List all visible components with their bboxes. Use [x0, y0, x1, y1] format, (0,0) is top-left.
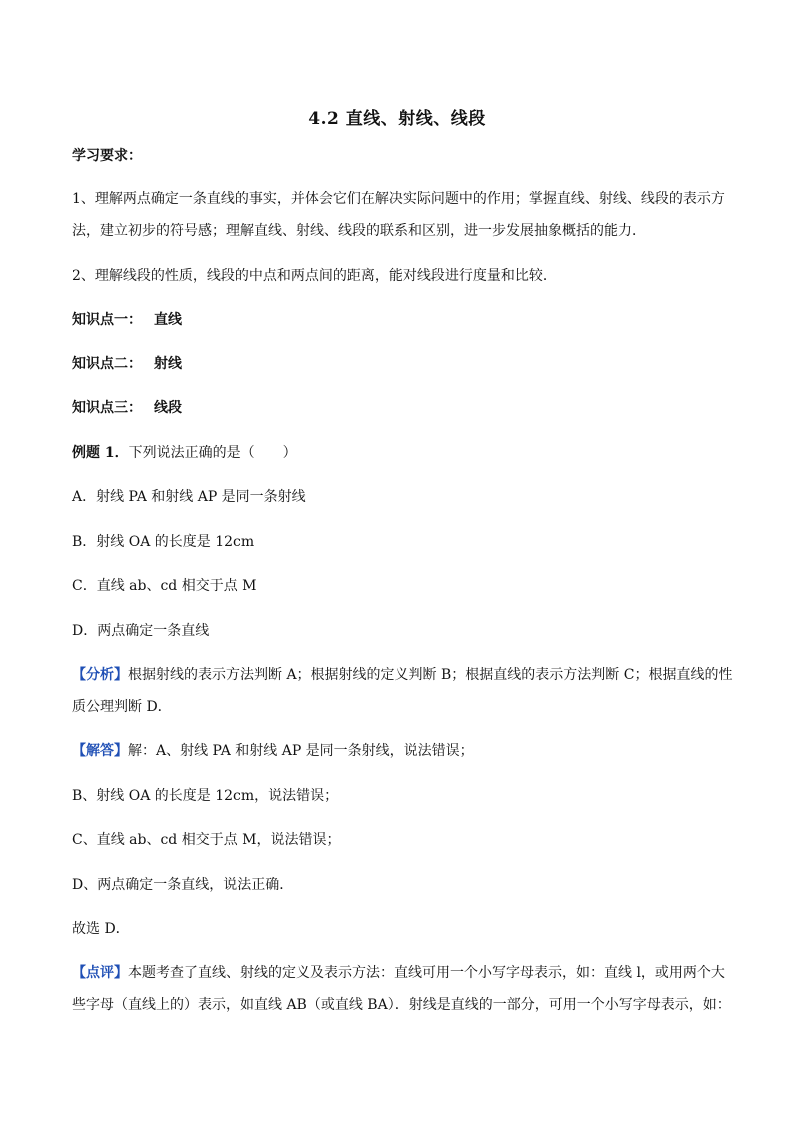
knowledge-point-label: 知识点二： [72, 356, 142, 372]
requirement-item-1-line-2: 法，建立初步的符号感；理解直线、射线、线段的联系和区别，进一步发展抽象概括的能力． [72, 223, 646, 239]
page-title: 4.2 直线、射线、线段 [308, 109, 486, 129]
solution-line-5: 故选 D． [72, 921, 130, 937]
knowledge-point-topic: 直线 [154, 312, 182, 328]
solution-line-3: C、直线 ab、cd 相交于点 M，说法错误； [72, 832, 341, 848]
comment-text: 本题考查了直线、射线的定义及表示方法：直线可用一个小写字母表示，如：直线 l，或用两个大 [128, 965, 725, 981]
comment-line-2: 些字母（直线上的）表示，如直线 AB（或直线 BA）．射线是直线的一部分，可用一个小写字母表示，如： [72, 997, 731, 1013]
example-label: 例题 1． [72, 445, 129, 461]
solution-line-4: D、两点确定一条直线，说法正确． [72, 877, 294, 893]
knowledge-point-topic: 线段 [154, 400, 182, 416]
example-option-d: D．两点确定一条直线 [72, 623, 210, 639]
comment-tag: 【点评】 [72, 965, 128, 981]
knowledge-point-topic: 射线 [154, 356, 182, 372]
analysis-line-2: 质公理判断 D． [72, 699, 172, 715]
analysis-tag: 【分析】 [72, 667, 128, 683]
solution-line-2: B、射线 OA 的长度是 12cm，说法错误； [72, 788, 339, 804]
knowledge-point-label: 知识点一： [72, 312, 142, 328]
analysis-text: 根据射线的表示方法判断 A；根据射线的定义判断 B；根据直线的表示方法判断 C；根据直线的性 [128, 667, 733, 683]
example-option-b: B．射线 OA 的长度是 12cm [72, 534, 255, 550]
example-option-c: C．直线 ab、cd 相交于点 M [72, 578, 257, 594]
requirement-item-2: 2、理解线段的性质，线段的中点和两点间的距离，能对线段进行度量和比较． [72, 268, 557, 284]
knowledge-point-label: 知识点三： [72, 400, 142, 416]
requirement-item-1-line-1: 1、理解两点确定一条直线的事实，并体会它们在解决实际问题中的作用；掌握直线、射线、线段的表示方 [72, 191, 725, 207]
example-question [72, 443, 732, 463]
comment-line-1 [72, 963, 732, 983]
solution-line-1 [72, 741, 732, 761]
analysis-line-1 [72, 665, 732, 685]
example-option-a: A．射线 PA 和射线 AP 是同一条射线 [72, 489, 306, 505]
solution-tag: 【解答】 [72, 743, 128, 759]
knowledge-point-3 [72, 398, 732, 418]
solution-text: 解：A、射线 PA 和射线 AP 是同一条射线，说法错误； [128, 743, 474, 759]
requirements-heading: 学习要求： [72, 148, 142, 164]
knowledge-point-2 [72, 354, 732, 374]
knowledge-point-1 [72, 310, 732, 330]
example-question-text: 下列说法正确的是（ ） [128, 445, 297, 461]
